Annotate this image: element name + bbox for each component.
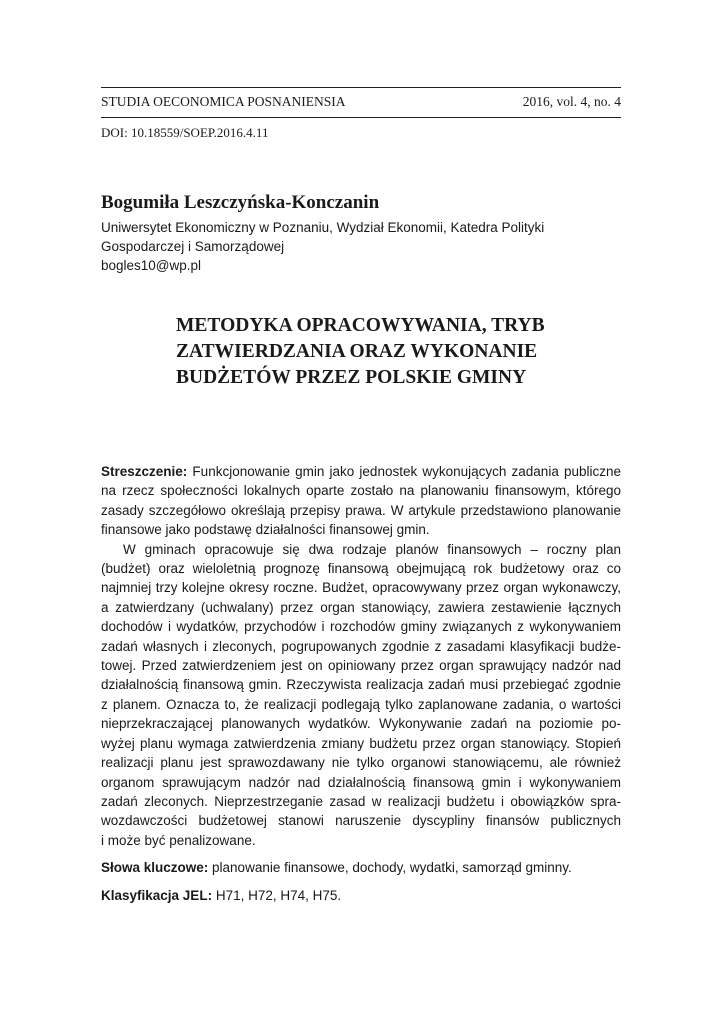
title-line: METODYKA OPRACOWYWANIA, TRYB <box>176 315 545 336</box>
affiliation-line: Uniwersytet Ekonomiczny w Poznaniu, Wydział Ekonomii, Katedra Polityki <box>101 220 545 235</box>
abstract-line: na rzecz społeczności lokalnych oparte zostało na planowaniu finansowym, którego <box>101 483 621 499</box>
keywords-label: Słowa kluczowe: <box>101 860 209 876</box>
article-title <box>176 313 621 391</box>
abstract <box>101 462 621 905</box>
issue-info: 2016, vol. 4, no. 4 <box>522 94 621 109</box>
abstract-line: wyżej planu wymaga zatwierdzenia zmiany budżetu przez organ stanowiący. Stopień <box>101 735 621 751</box>
abstract-line: zasady szczegółowo określają przepisy prawa. W artykule przedstawiono planowanie <box>101 502 621 518</box>
keywords <box>101 858 621 877</box>
jel-text: H71, H72, H74, H75. <box>212 887 342 903</box>
jel-label: Klasyfikacja JEL: <box>101 887 213 903</box>
abstract-line <box>101 462 621 481</box>
article-page <box>101 0 621 1024</box>
journal-name: STUDIA OECONOMICA POSNANIENSIA <box>101 94 346 109</box>
abstract-line: z planem. Oznacza to, że realizacji podlegają tylko zaplanowane zadania, o wartości <box>101 696 621 712</box>
abstract-line: zadań własnych i zleconych, pogrupowanych zgodnie z zasadami klasyfikacji budże- <box>101 638 621 654</box>
abstract-line: najmniej trzy kolejne okresy roczne. Budżet, opracowywany przez organ wykonawczy, <box>101 580 621 596</box>
author-name: Bogumiła Leszczyńska-Konczanin <box>101 192 380 213</box>
abstract-line: (budżet) oraz wieloletnią prognozę finansową obejmującą rok budżetowy oraz co <box>101 561 621 577</box>
affiliation-line: Gospodarczej i Samorządowej <box>101 239 285 254</box>
running-head <box>101 93 621 111</box>
author-email: bogles10@wp.pl <box>101 258 202 273</box>
abstract-line: wozdawczości budżetowej stanowi naruszenie dyscypliny finansów publicznych <box>101 813 621 829</box>
author-block <box>101 191 621 275</box>
doi: DOI: 10.18559/SOEP.2016.4.11 <box>101 125 269 140</box>
abstract-text: Funkcjonowanie gmin jako jednostek wykonujących zadania publiczne <box>187 464 621 479</box>
header-bottom-rule <box>101 117 621 118</box>
abstract-line: a zatwierdzany (uchwalany) przez organ stanowiący, zawiera zestawienie łącznych <box>101 599 621 615</box>
abstract-line: nieprzekraczającej planowanych wydatków. Wykonywanie zadań na poziomie po- <box>101 716 621 732</box>
abstract-line: zadań zleconych. Nieprzestrzeganie zasad w realizacji budżetu i obowiązków spra- <box>101 793 621 809</box>
title-line: BUDŻETÓW PRZEZ POLSKIE GMINY <box>176 367 527 388</box>
abstract-line: finansowe jako podstawę działalności finansowej gmin. <box>101 522 430 538</box>
abstract-line: realizacji planu jest sprawozdawany nie tylko organowi stanowiącemu, ale również <box>101 755 621 771</box>
abstract-line: towej. Przed zatwierdzeniem jest on opiniowany przez organ sprawujący nadzór nad <box>101 658 621 674</box>
abstract-line: organom sprawującym nadzór nad działalnością finansową gmin i wykonywaniem <box>101 774 621 790</box>
author-affiliation <box>101 218 621 275</box>
abstract-line: działalnością finansową gmin. Rzeczywista realizacja zadań musi przebiegać zgodnie <box>101 677 621 693</box>
keywords-text: planowanie finansowe, dochody, wydatki, samorząd gminny. <box>208 860 572 876</box>
abstract-line: dochodów i wydatków, przychodów i rozchodów gminy związanych z wykonywaniem <box>101 619 621 635</box>
header-top-rule <box>101 87 621 88</box>
abstract-label: Streszczenie: <box>101 464 188 479</box>
jel-classification <box>101 886 621 905</box>
abstract-line: W gminach opracowuje się dwa rodzaje planów finansowych – roczny plan <box>123 541 621 557</box>
title-line: ZATWIERDZANIA ORAZ WYKONANIE <box>176 341 538 362</box>
abstract-line: i może być penalizowane. <box>101 832 256 848</box>
